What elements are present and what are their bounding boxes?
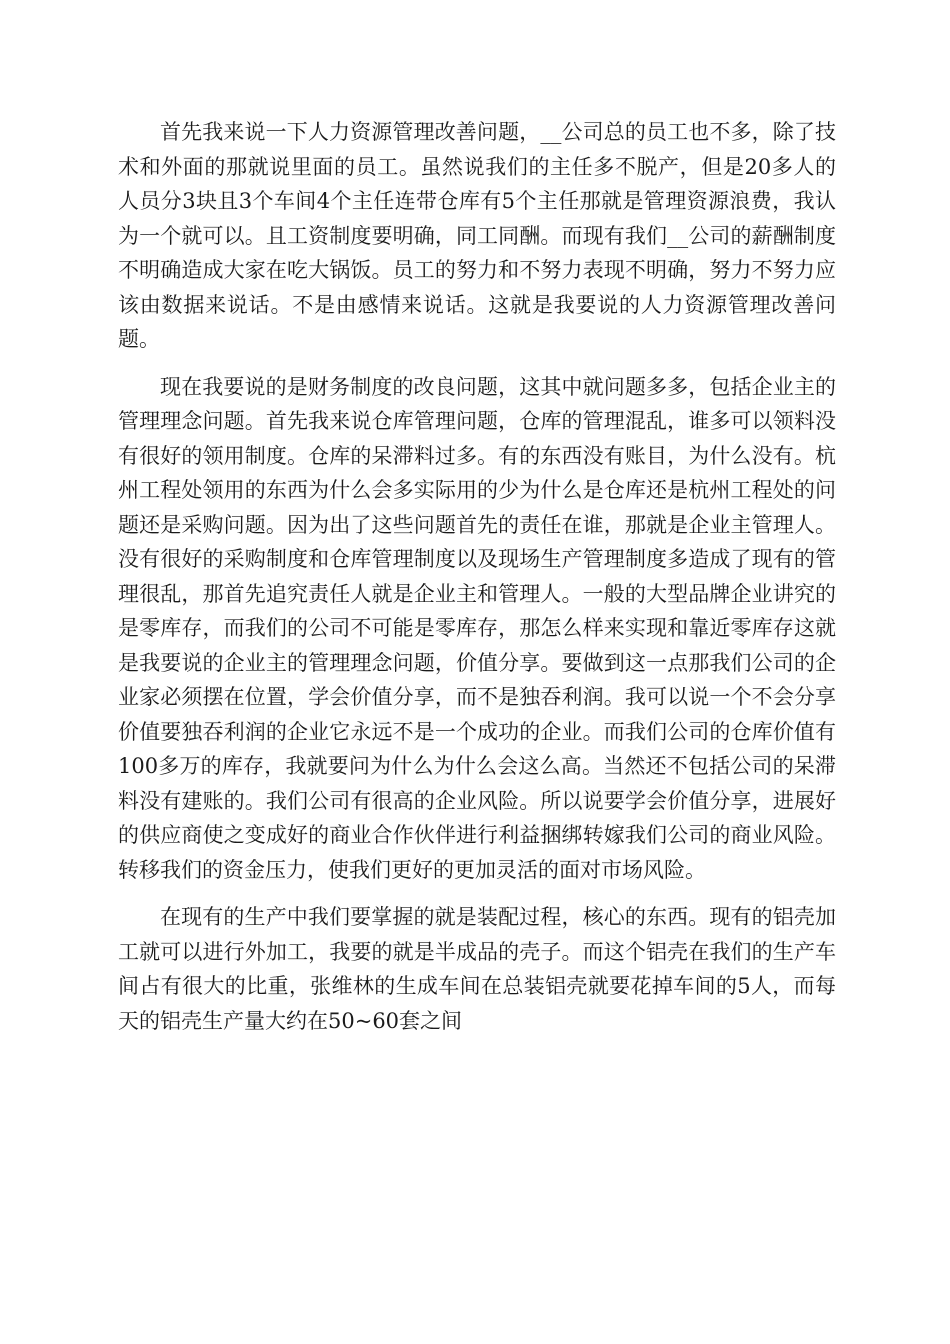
document-page — [118, 115, 836, 1038]
paragraph-production-assembly: 在现有的生产中我们要掌握的就是装配过程，核心的东西。现有的铝壳加工就可以进行外加工，我要的就是半成品的壳子。而这个铝壳在我们的生产车间占有很大的比重，张维林的生成车间在总装铝壳就要花掉车间的5人，而每天的铝壳生产量大约在50~60套之间 — [118, 905, 836, 1033]
paragraph-finance-system: 现在我要说的是财务制度的改良问题，这其中就问题多多，包括企业主的管理理念问题。首先我来说仓库管理问题，仓库的管理混乱，谁多可以领料没有很好的领用制度。仓库的呆滞料过多。有的东西没有账目，为什么没有。杭州工程处领用的东西为什么会多实际用的少为什么是仓库还是杭州工程处的问题还是采购问题。因为出了这些问题首先的责任在谁，那就是企业主管理人。没有很好的采购制度和仓库管理制度以及现场生产管理制度多造成了现有的管理很乱，那首先追究责任人就是企业主和管理人。一般的大型品牌企业讲究的是零库存，而我们的公司不可能是零库存，那怎么样来实现和靠近零库存这就是我要说的企业主的管理理念问题，价值分享。要做到这一点那我们公司的企业家必须摆在位置，学会价值分享，而不是独吞利润。我可以说一个不会分享价值要独吞利润的企业它永远不是一个成功的企业。而我们公司的仓库价值有100多万的库存，我就要问为什么为什么会这么高。当然还不包括公司的呆滞料没有建账的。我们公司有很高的企业风险。所以说要学会价值分享，进展好的供应商使之变成好的商业合作伙伴进行利益捆绑转嫁我们公司的商业风险。转移我们的资金压力，使我们更好的更加灵活的面对市场风险。 — [118, 374, 836, 882]
paragraph-hr-management: 首先我来说一下人力资源管理改善问题，__公司总的员工也不多，除了技术和外面的那就说里面的员工。虽然说我们的主任多不脱产，但是20多人的人员分3块且3个车间4个主任连带仓库有5个主任那就是管理资源浪费，我认为一个就可以。且工资制度要明确，同工同酬。而现有我们__公司的薪酬制度不明确造成大家在吃大锅饭。员工的努力和不努力表现不明确，努力不努力应该由数据来说话。不是由感情来说话。这就是我要说的人力资源管理改善问题。 — [118, 120, 836, 351]
